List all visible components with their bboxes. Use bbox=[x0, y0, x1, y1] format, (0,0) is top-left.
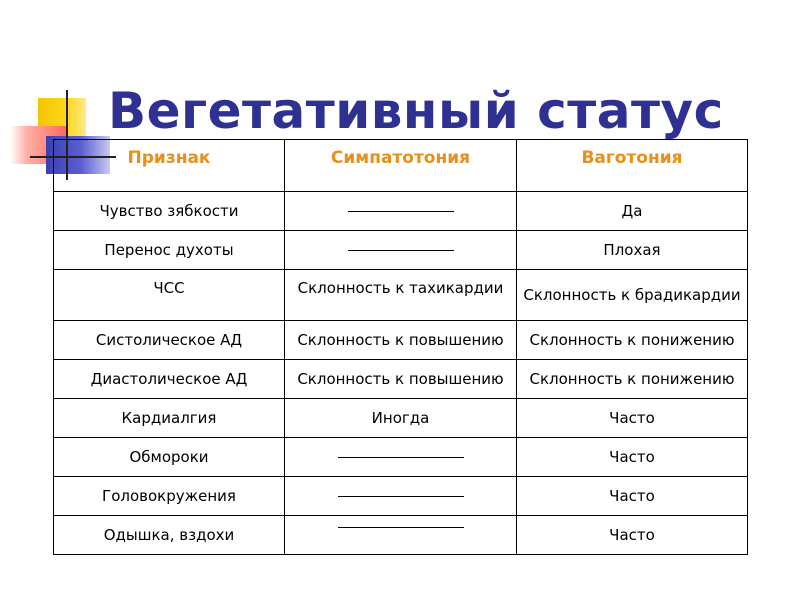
status-table bbox=[53, 139, 748, 555]
cell-sign: Систолическое АД bbox=[54, 321, 285, 360]
cell-sign: Головокружения bbox=[54, 477, 285, 516]
slide-title: Вегетативный статус bbox=[108, 82, 724, 140]
cell-sympathotonia bbox=[285, 231, 517, 270]
cell-vagotonia: Да bbox=[517, 192, 748, 231]
cell-vagotonia: Склонность к брадикардии bbox=[517, 270, 748, 321]
cell-vagotonia: Часто bbox=[517, 516, 748, 555]
table-row bbox=[54, 270, 748, 321]
table-row bbox=[54, 477, 748, 516]
header-sympathotonia: Симпатотония bbox=[285, 140, 517, 192]
cell-sympathotonia: Склонность к тахикардии bbox=[285, 270, 517, 321]
cell-sympathotonia: Склонность к повышению bbox=[285, 360, 517, 399]
empty-dash bbox=[348, 211, 454, 212]
table-row bbox=[54, 231, 748, 270]
cell-sympathotonia: Иногда bbox=[285, 399, 517, 438]
cell-sign: Чувство зябкости bbox=[54, 192, 285, 231]
cell-sign: Перенос духоты bbox=[54, 231, 285, 270]
table-row bbox=[54, 516, 748, 555]
cell-sign: Одышка, вздохи bbox=[54, 516, 285, 555]
table-header-row bbox=[54, 140, 748, 192]
cell-vagotonia: Часто bbox=[517, 477, 748, 516]
table-row bbox=[54, 360, 748, 399]
cell-sympathotonia bbox=[285, 477, 517, 516]
cell-sign: Диастолическое АД bbox=[54, 360, 285, 399]
table-row bbox=[54, 321, 748, 360]
cell-sympathotonia bbox=[285, 192, 517, 231]
cell-vagotonia: Плохая bbox=[517, 231, 748, 270]
cell-vagotonia: Часто bbox=[517, 438, 748, 477]
cell-vagotonia: Часто bbox=[517, 399, 748, 438]
header-sign: Признак bbox=[54, 140, 285, 192]
cell-vagotonia: Склонность к понижению bbox=[517, 360, 748, 399]
cell-sympathotonia bbox=[285, 438, 517, 477]
cell-sign: ЧСС bbox=[54, 270, 285, 321]
table-row bbox=[54, 438, 748, 477]
table-row bbox=[54, 399, 748, 438]
empty-dash bbox=[338, 527, 464, 528]
empty-dash bbox=[338, 457, 464, 458]
header-vagotonia: Ваготония bbox=[517, 140, 748, 192]
empty-dash bbox=[338, 496, 464, 497]
cell-sympathotonia bbox=[285, 516, 517, 555]
cell-sympathotonia: Склонность к повышению bbox=[285, 321, 517, 360]
table-row bbox=[54, 192, 748, 231]
cell-sign: Обмороки bbox=[54, 438, 285, 477]
cell-sign: Кардиалгия bbox=[54, 399, 285, 438]
empty-dash bbox=[348, 250, 454, 251]
cell-vagotonia: Склонность к понижению bbox=[517, 321, 748, 360]
